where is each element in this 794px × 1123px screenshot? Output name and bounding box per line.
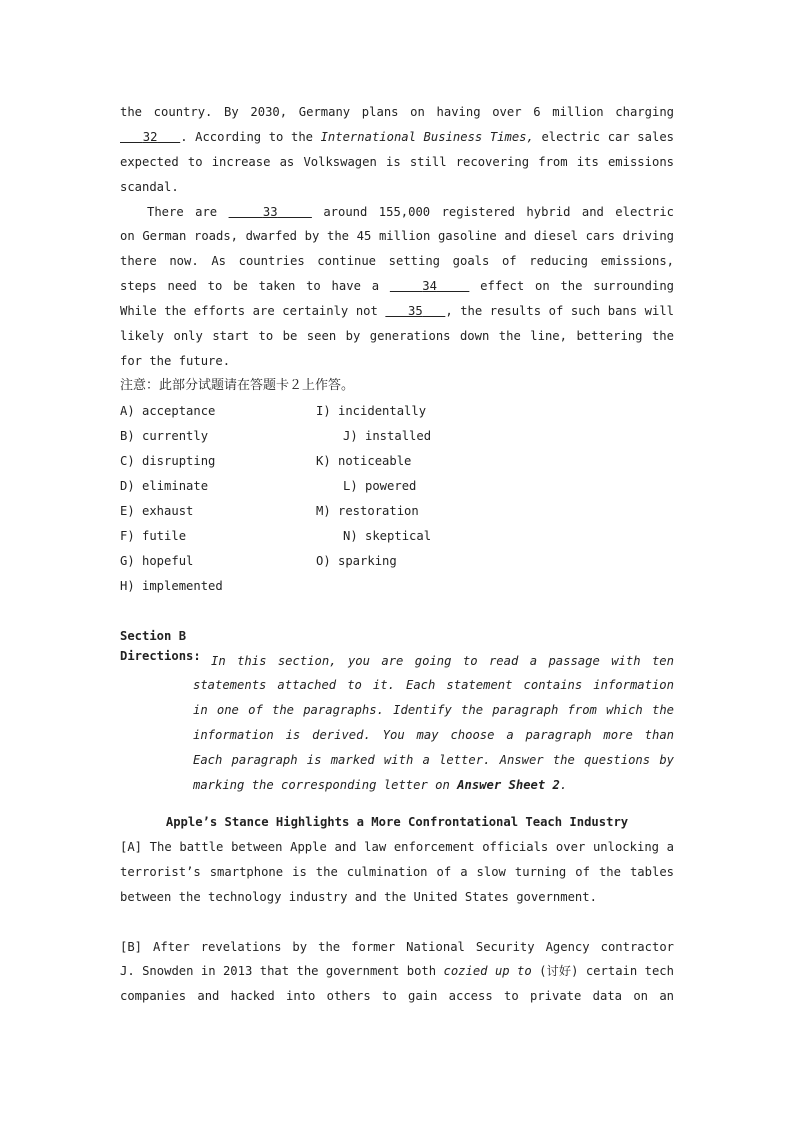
option: B) currently (120, 428, 209, 443)
passage-line: scandal. (120, 179, 179, 194)
option: J) installed (343, 428, 432, 443)
directions-line: information is derived. You may choose a paragraph more than (193, 728, 674, 743)
option: K) noticeable (316, 453, 412, 468)
word-bank-row (120, 574, 674, 599)
word-bank-row (120, 499, 674, 524)
directions-line: In this section, you are going to read a passage with ten (211, 653, 674, 668)
directions (120, 649, 674, 798)
directions-line: in one of the paragraphs. Identify the paragraph from which the (193, 703, 674, 718)
option: L) powered (343, 478, 417, 493)
paragraph-b-line: J. Snowden in 2013 that the government both cozied up to (讨好) certain tech (120, 964, 674, 979)
option: E) exhaust (120, 503, 194, 518)
blank-33: 33 (262, 204, 278, 219)
word-bank (120, 399, 674, 599)
passage-line: steps need to be taken to have a 34 effect on the surrounding (120, 279, 674, 294)
paragraph-a-line: terrorist’s smartphone is the culmination of a slow turning of the tables (120, 864, 674, 879)
paragraph-b-line: companies and hacked into others to gain access to private data on an (120, 989, 674, 1004)
word-bank-row (120, 399, 674, 424)
paragraph-a-line: [A] The battle between Apple and law enforcement officials over unlocking a (120, 839, 674, 854)
answer-sheet-ref: Answer Sheet 2 (457, 778, 560, 793)
passage-line: While the efforts are certainly not 35 , the results of such bans will (120, 304, 674, 319)
passage-line: expected to increase as Volkswagen is still recovering from its emissions (120, 154, 674, 169)
option: I) incidentally (316, 403, 427, 418)
directions-line: Each paragraph is marked with a letter. Answer the questions by (193, 753, 674, 768)
article-title: Apple’s Stance Highlights a More Confrontational Teach Industry (165, 814, 629, 829)
section-heading: Section B (120, 628, 187, 643)
word-bank-row (120, 549, 674, 574)
passage-line: the country. By 2030, Germany plans on having over 6 million charging (120, 105, 674, 119)
directions-line: statements attached to it. Each statement contains information (193, 678, 674, 693)
option: N) skeptical (343, 528, 432, 543)
passage-line: likely only start to be seen by generations down the line, bettering the (120, 329, 674, 344)
option: H) implemented (120, 578, 223, 593)
passage-line: There are 33 around 155,000 registered hybrid and electric (147, 204, 674, 219)
blank-34: 34 (422, 279, 437, 294)
word-bank-row (120, 524, 674, 549)
passage-line: for the future. (120, 353, 231, 368)
word-bank-row (120, 474, 674, 499)
document-page (120, 100, 674, 1009)
word-bank-row (120, 449, 674, 474)
answer-sheet-note: 注意：此部分试题请在答题卡２上作答。 (120, 377, 355, 393)
option: D) eliminate (120, 478, 209, 493)
blank-35: 35 (408, 304, 423, 319)
directions-label: Directions: (120, 648, 201, 663)
blank-32: 32 (142, 129, 158, 144)
option: F) futile (120, 528, 187, 543)
paragraph-a-line: between the technology industry and the United States government. (120, 889, 597, 904)
option: A) acceptance (120, 403, 216, 418)
passage-line: 32 . According to the International Business Times, electric car sales (120, 125, 674, 150)
option: G) hopeful (120, 553, 194, 568)
passage-line: on German roads, dwarfed by the 45 million gasoline and diesel cars driving (120, 229, 674, 244)
option: C) disrupting (120, 453, 216, 468)
option: O) sparking (316, 553, 397, 568)
word-bank-row (120, 424, 674, 449)
option: M) restoration (316, 503, 419, 518)
passage-line: there now. As countries continue setting goals of reducing emissions, (120, 254, 674, 269)
directions-line: marking the corresponding letter on Answer Sheet 2. (193, 778, 568, 793)
paragraph-b-line: [B] After revelations by the former National Security Agency contractor (120, 939, 674, 954)
